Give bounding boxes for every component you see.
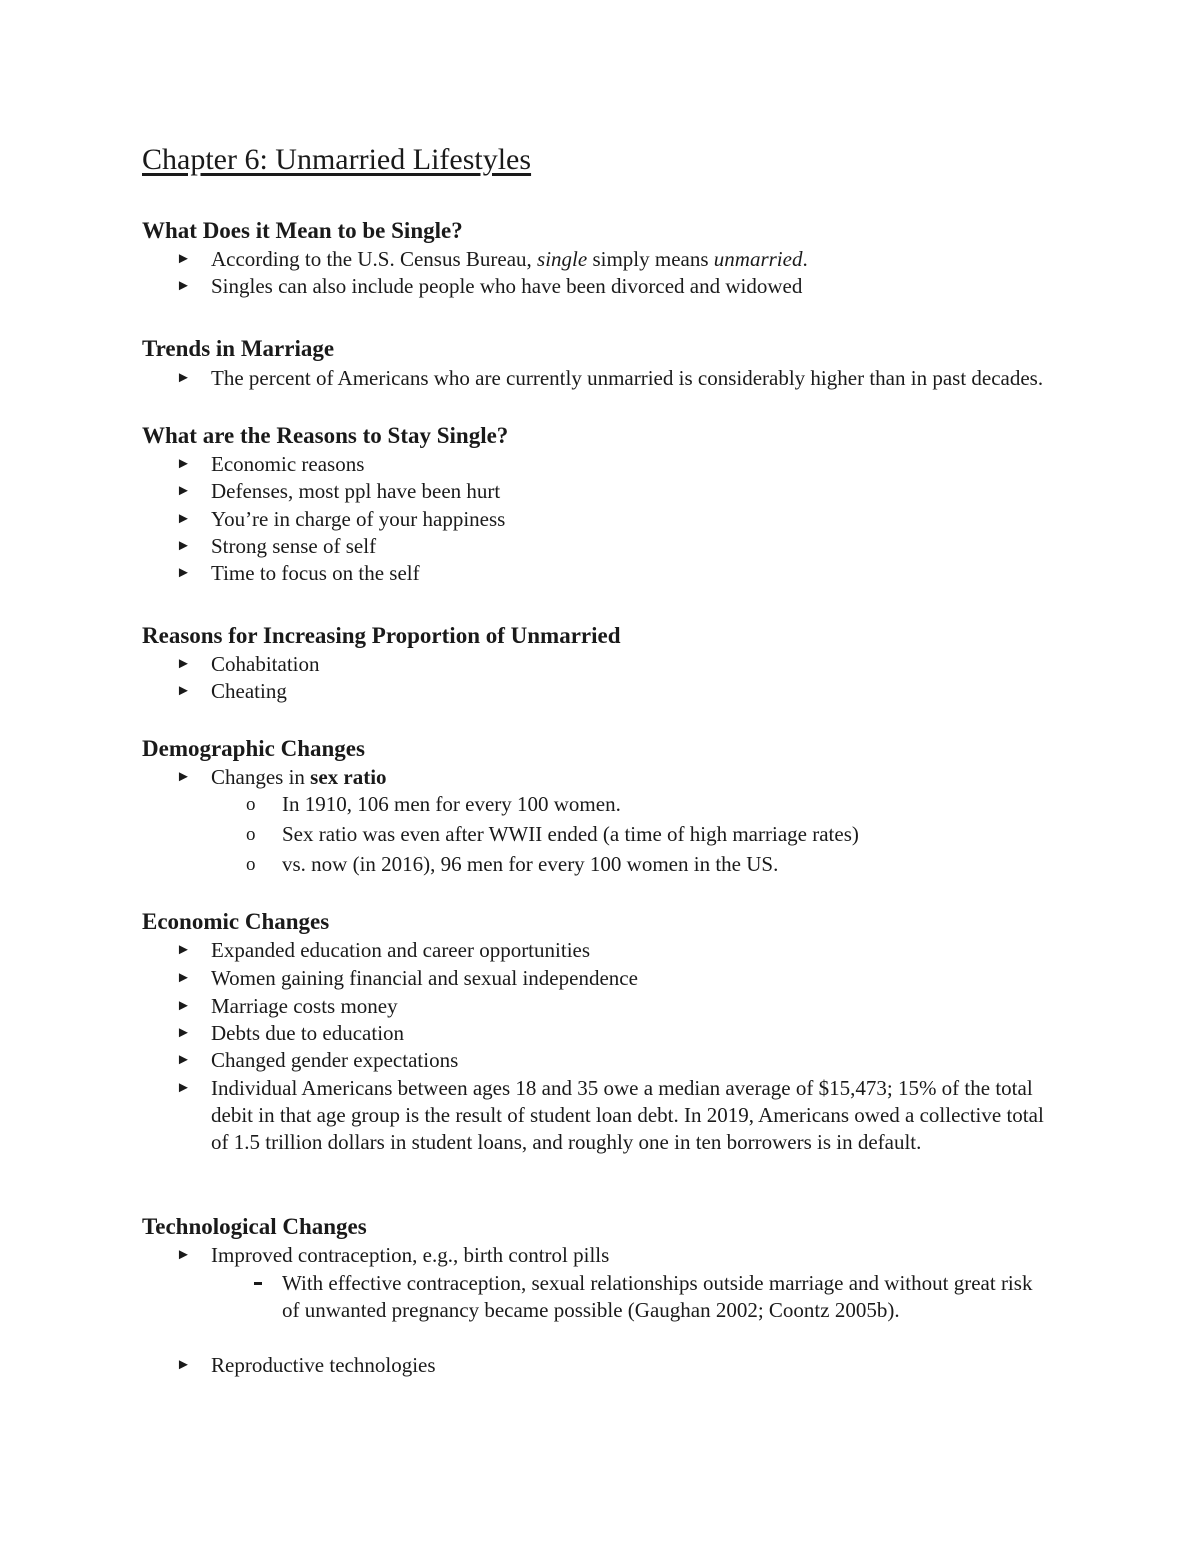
heading-technological: Technological Changes	[142, 1214, 367, 1239]
term-sex-ratio: sex ratio	[310, 765, 387, 789]
list-item: ► Cohabitation	[176, 652, 320, 676]
heading-single: What Does it Mean to be Single?	[142, 218, 463, 243]
sub-list-item: o Sex ratio was even after WWII ended (a time of high marriage rates)	[246, 822, 859, 846]
arrow-bullet-icon: ►	[176, 1247, 191, 1263]
arrow-bullet-icon: ►	[176, 511, 191, 527]
sub-list-item: o vs. now (in 2016), 96 men for every 100 women in the US.	[246, 852, 779, 876]
circle-bullet-icon: o	[246, 824, 256, 845]
arrow-bullet-icon: ►	[176, 251, 191, 267]
arrow-bullet-icon: ►	[176, 538, 191, 554]
sub-list-item: o In 1910, 106 men for every 100 women.	[246, 792, 621, 816]
heading-increasing: Reasons for Increasing Proportion of Unmarried	[142, 623, 621, 648]
arrow-bullet-icon: ►	[176, 998, 191, 1014]
list-item: ► Improved contraception, e.g., birth control pills	[176, 1243, 610, 1267]
heading-demographic: Demographic Changes	[142, 736, 365, 761]
arrow-bullet-icon: ►	[176, 483, 191, 499]
list-item: ► Debts due to education	[176, 1021, 405, 1045]
arrow-bullet-icon: ►	[176, 1357, 191, 1373]
page-title: Chapter 6: Unmarried Lifestyles	[142, 143, 532, 176]
circle-bullet-icon: o	[246, 794, 256, 815]
term-unmarried: unmarried	[713, 247, 803, 271]
sub-list-item: With effective contraception, sexual relationships outside marriage and without great risk of unwanted pregnancy became possible (Gaughan 2002; Coontz 2005b).	[246, 1270, 1046, 1324]
list-item: ► Defenses, most ppl have been hurt	[176, 479, 501, 503]
list-item: ► Singles can also include people who have been divorced and widowed	[176, 274, 803, 298]
arrow-bullet-icon: ►	[176, 656, 191, 672]
arrow-bullet-icon: ►	[176, 565, 191, 581]
arrow-bullet-icon: ►	[176, 942, 191, 958]
list-item: ► Economic reasons	[176, 452, 365, 476]
dash-bullet-icon	[254, 1282, 262, 1285]
list-item: ► According to the U.S. Census Bureau, single simply means unmarried.	[176, 247, 808, 271]
arrow-bullet-icon: ►	[176, 278, 191, 294]
list-item: ► The percent of Americans who are currently unmarried is considerably higher than in past decades.	[176, 366, 1044, 390]
list-item: ► Marriage costs money	[176, 994, 398, 1018]
arrow-bullet-icon: ►	[176, 370, 191, 386]
heading-reasons: What are the Reasons to Stay Single?	[142, 423, 509, 448]
term-single: single	[537, 247, 588, 271]
list-item: ► Changed gender expectations	[176, 1048, 459, 1072]
circle-bullet-icon: o	[246, 854, 256, 875]
list-item: ► Women gaining financial and sexual independence	[176, 966, 638, 990]
list-item: ► You’re in charge of your happiness	[176, 507, 506, 531]
arrow-bullet-icon: ►	[176, 1025, 191, 1041]
list-item: ► Expanded education and career opportunities	[176, 938, 591, 962]
arrow-bullet-icon: ►	[176, 1052, 191, 1068]
heading-economic: Economic Changes	[142, 909, 330, 934]
list-item: ► Time to focus on the self	[176, 561, 420, 585]
arrow-bullet-icon: ►	[176, 683, 191, 699]
arrow-bullet-icon: ►	[176, 456, 191, 472]
list-item: ► Reproductive technologies	[176, 1353, 436, 1377]
arrow-bullet-icon: ►	[176, 1080, 191, 1096]
list-item: ► Cheating	[176, 679, 287, 703]
arrow-bullet-icon: ►	[176, 769, 191, 785]
list-item: ► Strong sense of self	[176, 534, 377, 558]
heading-trends: Trends in Marriage	[142, 336, 335, 361]
arrow-bullet-icon: ►	[176, 970, 191, 986]
list-item: ► Changes in sex ratio	[176, 765, 387, 789]
list-item: ► Individual Americans between ages 18 and 35 owe a median average of $15,473; 15% of the total debit in that age group is the result of student loan debt. In 2019, Americans owed a collective total of 1.5 trillion dollars in student loans, and roughly one in ten borrowers is in default.	[176, 1076, 1044, 1154]
